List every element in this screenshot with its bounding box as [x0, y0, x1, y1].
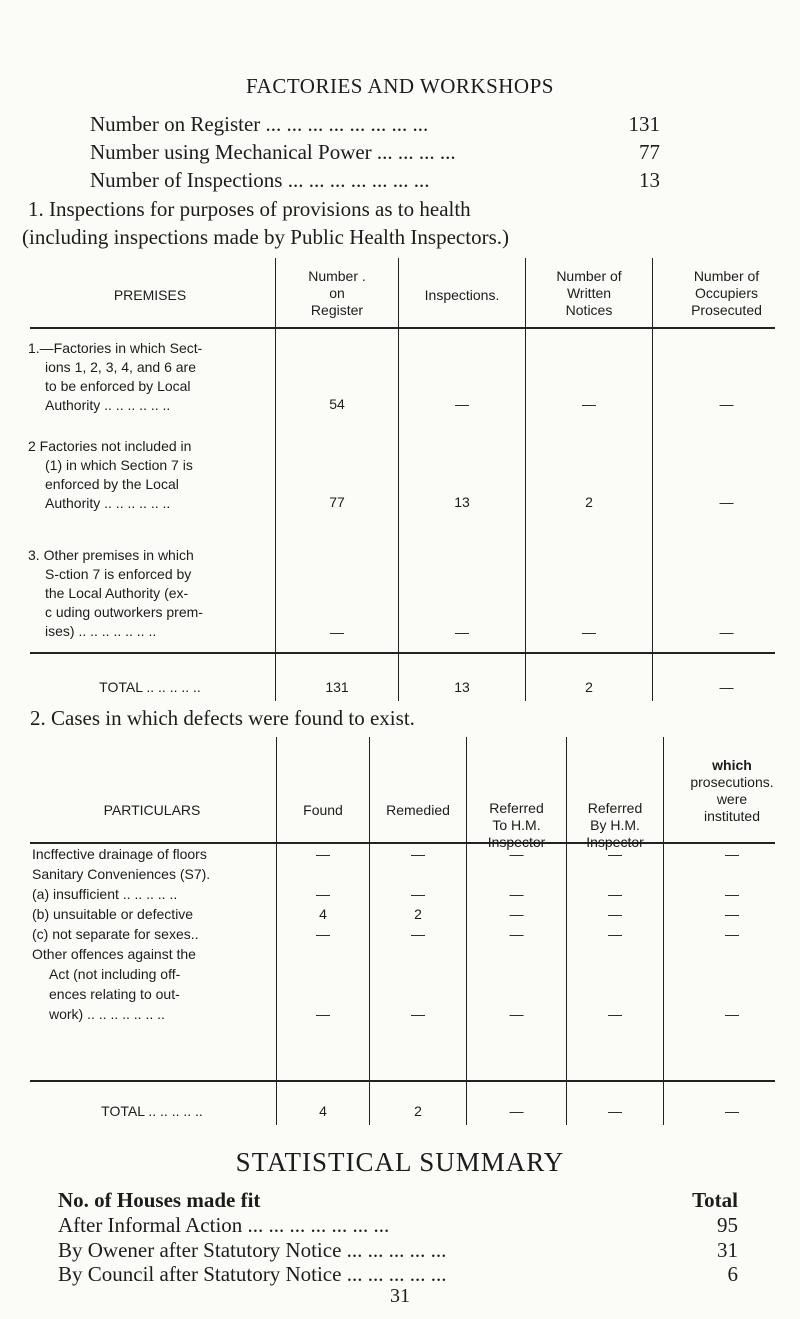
page-title: FACTORIES AND WORKSHOPS [246, 74, 554, 98]
inspections-line [90, 168, 660, 193]
defect-row-label: Incffective drainage of floors [32, 846, 207, 862]
defect-row-pros: — [725, 846, 739, 862]
defect-row-label: Act (not including off- [49, 966, 181, 982]
register-header: Number . on Register [308, 268, 366, 318]
defect-row-pros: — [725, 906, 739, 922]
defect-row-to: — [509, 846, 524, 862]
defects-total-label: TOTAL .. .. .. .. .. [101, 1103, 203, 1119]
defect-row-to: — [509, 886, 524, 902]
premises-header: PREMISES [113, 287, 187, 303]
row3-inspections: — [455, 624, 469, 640]
total-notices: 2 [585, 679, 593, 695]
found-header: Found [303, 802, 343, 818]
row3-notices: — [582, 624, 596, 640]
defect-row-pros: — [725, 926, 739, 942]
row3-register: — [330, 624, 344, 640]
row1-inspections: — [455, 396, 469, 412]
defect-row-to: — [509, 1006, 524, 1022]
mechanical-power-line [90, 140, 660, 165]
defect-row-found: — [316, 886, 330, 902]
total-prosecuted: — [719, 679, 734, 695]
defect-row-label: ences relating to out- [49, 986, 180, 1002]
summary-heading: No. of Houses made fit [58, 1188, 261, 1212]
defect-row-to: — [509, 906, 524, 922]
summary-title: STATISTICAL SUMMARY [235, 1147, 565, 1177]
defect-row-by: — [608, 926, 622, 942]
defect-row-remedied: — [411, 926, 425, 942]
defect-row-label: work) .. .. .. .. .. .. .. [49, 1006, 165, 1022]
register-label: Number on Register ... ... ... ... ... ... ... ... [90, 112, 429, 136]
defect-row-label: Other offences against the [32, 946, 196, 962]
summary-row: By Owener after Statutory Notice ... ... ... ... ... 31 [58, 1238, 738, 1262]
defect-row-label: (b) unsuitable or defective [32, 906, 194, 922]
register-line [90, 112, 660, 137]
defect-row-remedied: — [411, 886, 425, 902]
written-notices-header: Number of Written Notices [556, 268, 622, 318]
inspections-value: 13 [639, 168, 660, 192]
summary-row: After Informal Action ... ... ... ... ... ... ... 95 [58, 1213, 738, 1237]
defects-total-found: 4 [319, 1103, 327, 1119]
prosecutions-header: which prosecutions. were instituted [690, 757, 774, 824]
row1-notices: — [582, 396, 596, 412]
defect-row-label: Sanitary Conveniences (S7). [32, 866, 211, 882]
row1-prosecuted: — [719, 396, 734, 412]
row2-inspections: 13 [454, 494, 470, 510]
summary-row: By Council after Statutory Notice ... ... ... ... ... 6 [58, 1262, 738, 1286]
premises-row-2: 2 Factories not included in (1) in which Section 7 is enforced by the Local Authority .. .. .. .. .. .. [28, 438, 193, 511]
section2-heading: 2. Cases in which defects were found to exist. [30, 706, 415, 730]
defects-total-remedied: 2 [414, 1103, 422, 1119]
section1-heading: 1. Inspections for purposes of provisions as to health [28, 197, 471, 221]
register-value: 131 [628, 112, 660, 136]
defect-row-by: — [608, 846, 622, 862]
total-label: TOTAL .. .. .. .. .. [99, 679, 201, 695]
defect-row-remedied: — [411, 1006, 425, 1022]
inspections-label: Number of Inspections ... ... ... ... ... ... ... [90, 168, 430, 192]
mechanical-power-label: Number using Mechanical Power ... ... ... ... [90, 140, 456, 164]
defect-row-found: — [316, 1006, 330, 1022]
defects-total-referred-by: — [608, 1103, 622, 1119]
defect-row-found: — [316, 846, 330, 862]
row2-notices: 2 [585, 494, 593, 510]
defect-row-to: — [509, 926, 524, 942]
premises-row-1: 1.—Factories in which Sect- ions 1, 2, 3, 4, and 6 are to be enforced by Local Authority .. .. .. .. .. .. [28, 340, 203, 413]
mechanical-power-value: 77 [639, 140, 660, 164]
defect-row-remedied: 2 [414, 906, 422, 922]
particulars-header: PARTICULARS [103, 802, 201, 818]
defect-row-pros: — [725, 886, 739, 902]
defects-total-referred-to: — [509, 1103, 524, 1119]
prosecuted-header: Number of Occupiers Prosecuted [691, 268, 762, 318]
row1-register: 54 [329, 396, 345, 412]
total-inspections: 13 [454, 679, 470, 695]
defect-row-found: — [316, 926, 330, 942]
defect-row-by: — [608, 886, 622, 902]
section1-subheading: (including inspections made by Public Health Inspectors.) [22, 225, 509, 249]
defect-row-by: — [608, 906, 622, 922]
defects-total-prosecutions: — [725, 1103, 739, 1119]
summary-heading-line [58, 1188, 738, 1213]
defect-row-label: (a) insufficient .. .. .. .. .. [32, 886, 178, 902]
defect-row-by: — [608, 1006, 622, 1022]
defect-row-found: 4 [319, 906, 327, 922]
total-register: 131 [325, 679, 349, 695]
row3-prosecuted: — [719, 624, 734, 640]
row2-prosecuted: — [719, 494, 734, 510]
inspections-header: Inspections. [424, 287, 500, 303]
page-number: 31 [390, 1285, 410, 1307]
premises-row-3: 3. Other premises in which S-ction 7 is enforced by the Local Authority (ex- c uding outworkers prem- ises) .. .. .. .. .. .. .. [28, 547, 203, 639]
referred-by-header: Referred By H.M. Inspector [586, 800, 644, 850]
defect-row-label: (c) not separate for sexes.. [32, 926, 199, 942]
referred-to-header: Referred To H.M. Inspector [487, 800, 546, 850]
row2-register: 77 [329, 494, 345, 510]
remedied-header: Remedied [386, 802, 450, 818]
defect-row-pros: — [725, 1006, 739, 1022]
defect-row-remedied: — [411, 846, 425, 862]
summary-total-label: Total [692, 1188, 738, 1212]
